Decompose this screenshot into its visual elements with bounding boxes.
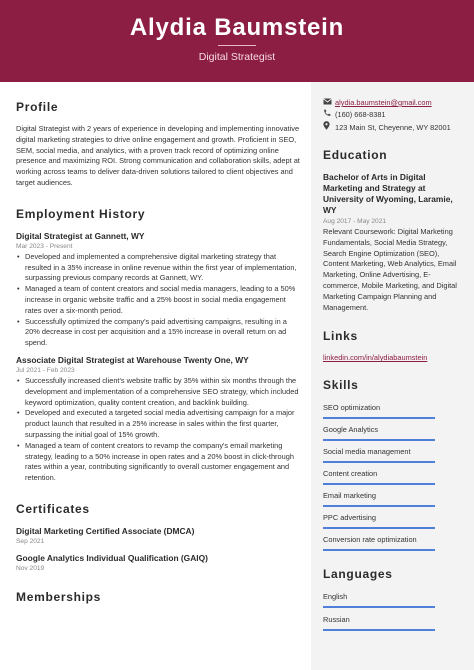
skill-item	[323, 402, 462, 419]
candidate-role: Digital Strategist	[198, 51, 276, 63]
language-bar-fill	[323, 629, 435, 631]
skill-bar-fill	[323, 549, 435, 551]
contact-email-row	[323, 97, 462, 109]
linkedin-link[interactable]: linkedin.com/in/alydiabaumstein	[323, 353, 428, 363]
skill-label: Email marketing	[323, 491, 376, 501]
profile-summary: Digital Strategist with 2 years of experience in developing and implementing innovative digital marketing strategies to drive online engagement and growth. Proficient in SEO, SEM, social media, and analytics, with a proven track record of optimizing online presence and maximizing ROI. Strong communication and collaboration skills, adept at working across teams to deliver data-driven solutions tailored to client objectives and target audiences.	[16, 124, 300, 187]
job-entry	[16, 231, 302, 349]
address-text: 123 Main St, Cheyenne, WY 82001	[335, 122, 451, 132]
certificate-date: Nov 2019	[16, 564, 45, 572]
skill-bar-track	[323, 527, 435, 529]
main-column	[16, 82, 302, 670]
education-heading: Education	[323, 148, 388, 162]
job-date: Jul 2021 - Feb 2023	[16, 366, 75, 374]
skill-bar-track	[323, 549, 435, 551]
job-bullet: • Successfully increased client's website traffic by 35% within six months through the development and implementation of a comprehensive SEO strategy, which included keyword optimization, quality content creation, and backlink building.	[16, 376, 302, 408]
links-heading: Links	[323, 329, 358, 344]
education-degree: Bachelor of Arts in Digital Marketing and Strategy at University of Wyoming, Laramie, WY	[323, 172, 453, 215]
language-bar-track	[323, 606, 435, 608]
education-coursework: Relevant Coursework: Digital Marketing Fundamentals, Social Media Strategy, Search Engine Optimization (SEO), Content Marketing, Web Analytics, Email Marketing, Online Advertising, E-commerce, Mobile Marketing, and Digital Marketing Campaign Planning and Management.	[323, 227, 457, 312]
contact-block	[323, 97, 462, 134]
certificate-name: Digital Marketing Certified Associate (DMCA)	[16, 525, 195, 536]
envelope-icon	[323, 97, 335, 109]
language-bar-fill	[323, 606, 435, 608]
skill-label: Social media management	[323, 447, 411, 457]
resume-header	[0, 0, 474, 82]
job-date: Mar 2023 - Present	[16, 242, 73, 250]
job-bullet: • Developed and executed a targeted social media advertising campaign for a major product launch that resulted in a 25% increase in sales within the first quarter, surpassing the initial goal of 15% growth.	[16, 408, 302, 440]
candidate-name: Alydia Baumstein	[129, 14, 345, 41]
skill-bar-fill	[323, 417, 435, 419]
certificate-name: Google Analytics Individual Qualification (GAIQ)	[16, 552, 208, 563]
skill-label: Content creation	[323, 469, 378, 479]
certificate-date: Sep 2021	[16, 537, 45, 545]
skill-bar-track	[323, 505, 435, 507]
skill-label: SEO optimization	[323, 403, 381, 413]
job-bullet: • Managed a team of content creators to revamp the company's email marketing strategy, leading to a 50% increase in open rates and a 20% boost in click-through rates within a year, contributing significantly to overall customer engagement and retention.	[16, 441, 302, 484]
job-entry	[16, 355, 302, 484]
language-label: English	[323, 592, 348, 602]
profile-heading: Profile	[16, 100, 59, 114]
skill-bar-fill	[323, 461, 435, 463]
skill-bar-fill	[323, 527, 435, 529]
skill-item	[323, 534, 462, 551]
skills-heading: Skills	[323, 378, 359, 393]
skill-bar-track	[323, 483, 435, 485]
skill-bar-track	[323, 417, 435, 419]
skill-item	[323, 468, 462, 485]
skill-label: PPC advertising	[323, 513, 376, 523]
language-label: Russian	[323, 615, 350, 625]
skill-item	[323, 490, 462, 507]
email-link[interactable]: alydia.baumstein@gmail.com	[335, 98, 432, 107]
sidebar-column	[311, 82, 474, 670]
map-pin-icon	[323, 121, 335, 134]
job-bullets	[16, 252, 302, 349]
skill-label: Conversion rate optimization	[323, 535, 417, 545]
phone-number: (160) 668-8381	[335, 110, 386, 119]
certificate-entry	[16, 526, 302, 545]
skill-bar-track	[323, 461, 435, 463]
skill-bar-track	[323, 439, 435, 441]
skill-bar-fill	[323, 483, 435, 485]
skill-item	[323, 512, 462, 529]
education-date: Aug 2017 - May 2021	[323, 218, 387, 225]
memberships-heading: Memberships	[16, 589, 102, 604]
language-item	[323, 614, 462, 631]
job-bullet: • Managed a team of content creators and social media managers, leading to a 50% increase in organic website traffic and a 25% boost in social media engagement rates over a six-month period.	[16, 284, 302, 316]
skill-label: Google Analytics	[323, 425, 379, 435]
skills-list	[323, 402, 462, 551]
job-title: Associate Digital Strategist at Warehouse Twenty One, WY	[16, 354, 249, 365]
job-title: Digital Strategist at Gannett, WY	[16, 230, 145, 241]
certificate-entry	[16, 553, 302, 572]
job-bullets	[16, 376, 302, 484]
employment-heading: Employment History	[16, 206, 146, 221]
skill-item	[323, 446, 462, 463]
languages-heading: Languages	[323, 567, 393, 582]
job-bullet: • Developed and implemented a comprehensive digital marketing strategy that resulted in a 35% increase in online revenue within the first year of implementation, surpassing previous company records at Gannett, WY.	[16, 252, 302, 284]
skill-item	[323, 424, 462, 441]
certificates-heading: Certificates	[16, 501, 90, 516]
contact-phone-row	[323, 109, 462, 121]
language-item	[323, 591, 462, 608]
job-bullet: • Successfully optimized the company's paid advertising campaigns, resulting in a 20% decrease in cost per acquisition and a 15% increase in overall return on ad spend.	[16, 317, 302, 349]
language-bar-track	[323, 629, 435, 631]
phone-icon	[323, 109, 335, 121]
skill-bar-fill	[323, 439, 435, 441]
contact-address-row	[323, 121, 462, 134]
header-divider	[218, 45, 256, 46]
skill-bar-fill	[323, 505, 435, 507]
